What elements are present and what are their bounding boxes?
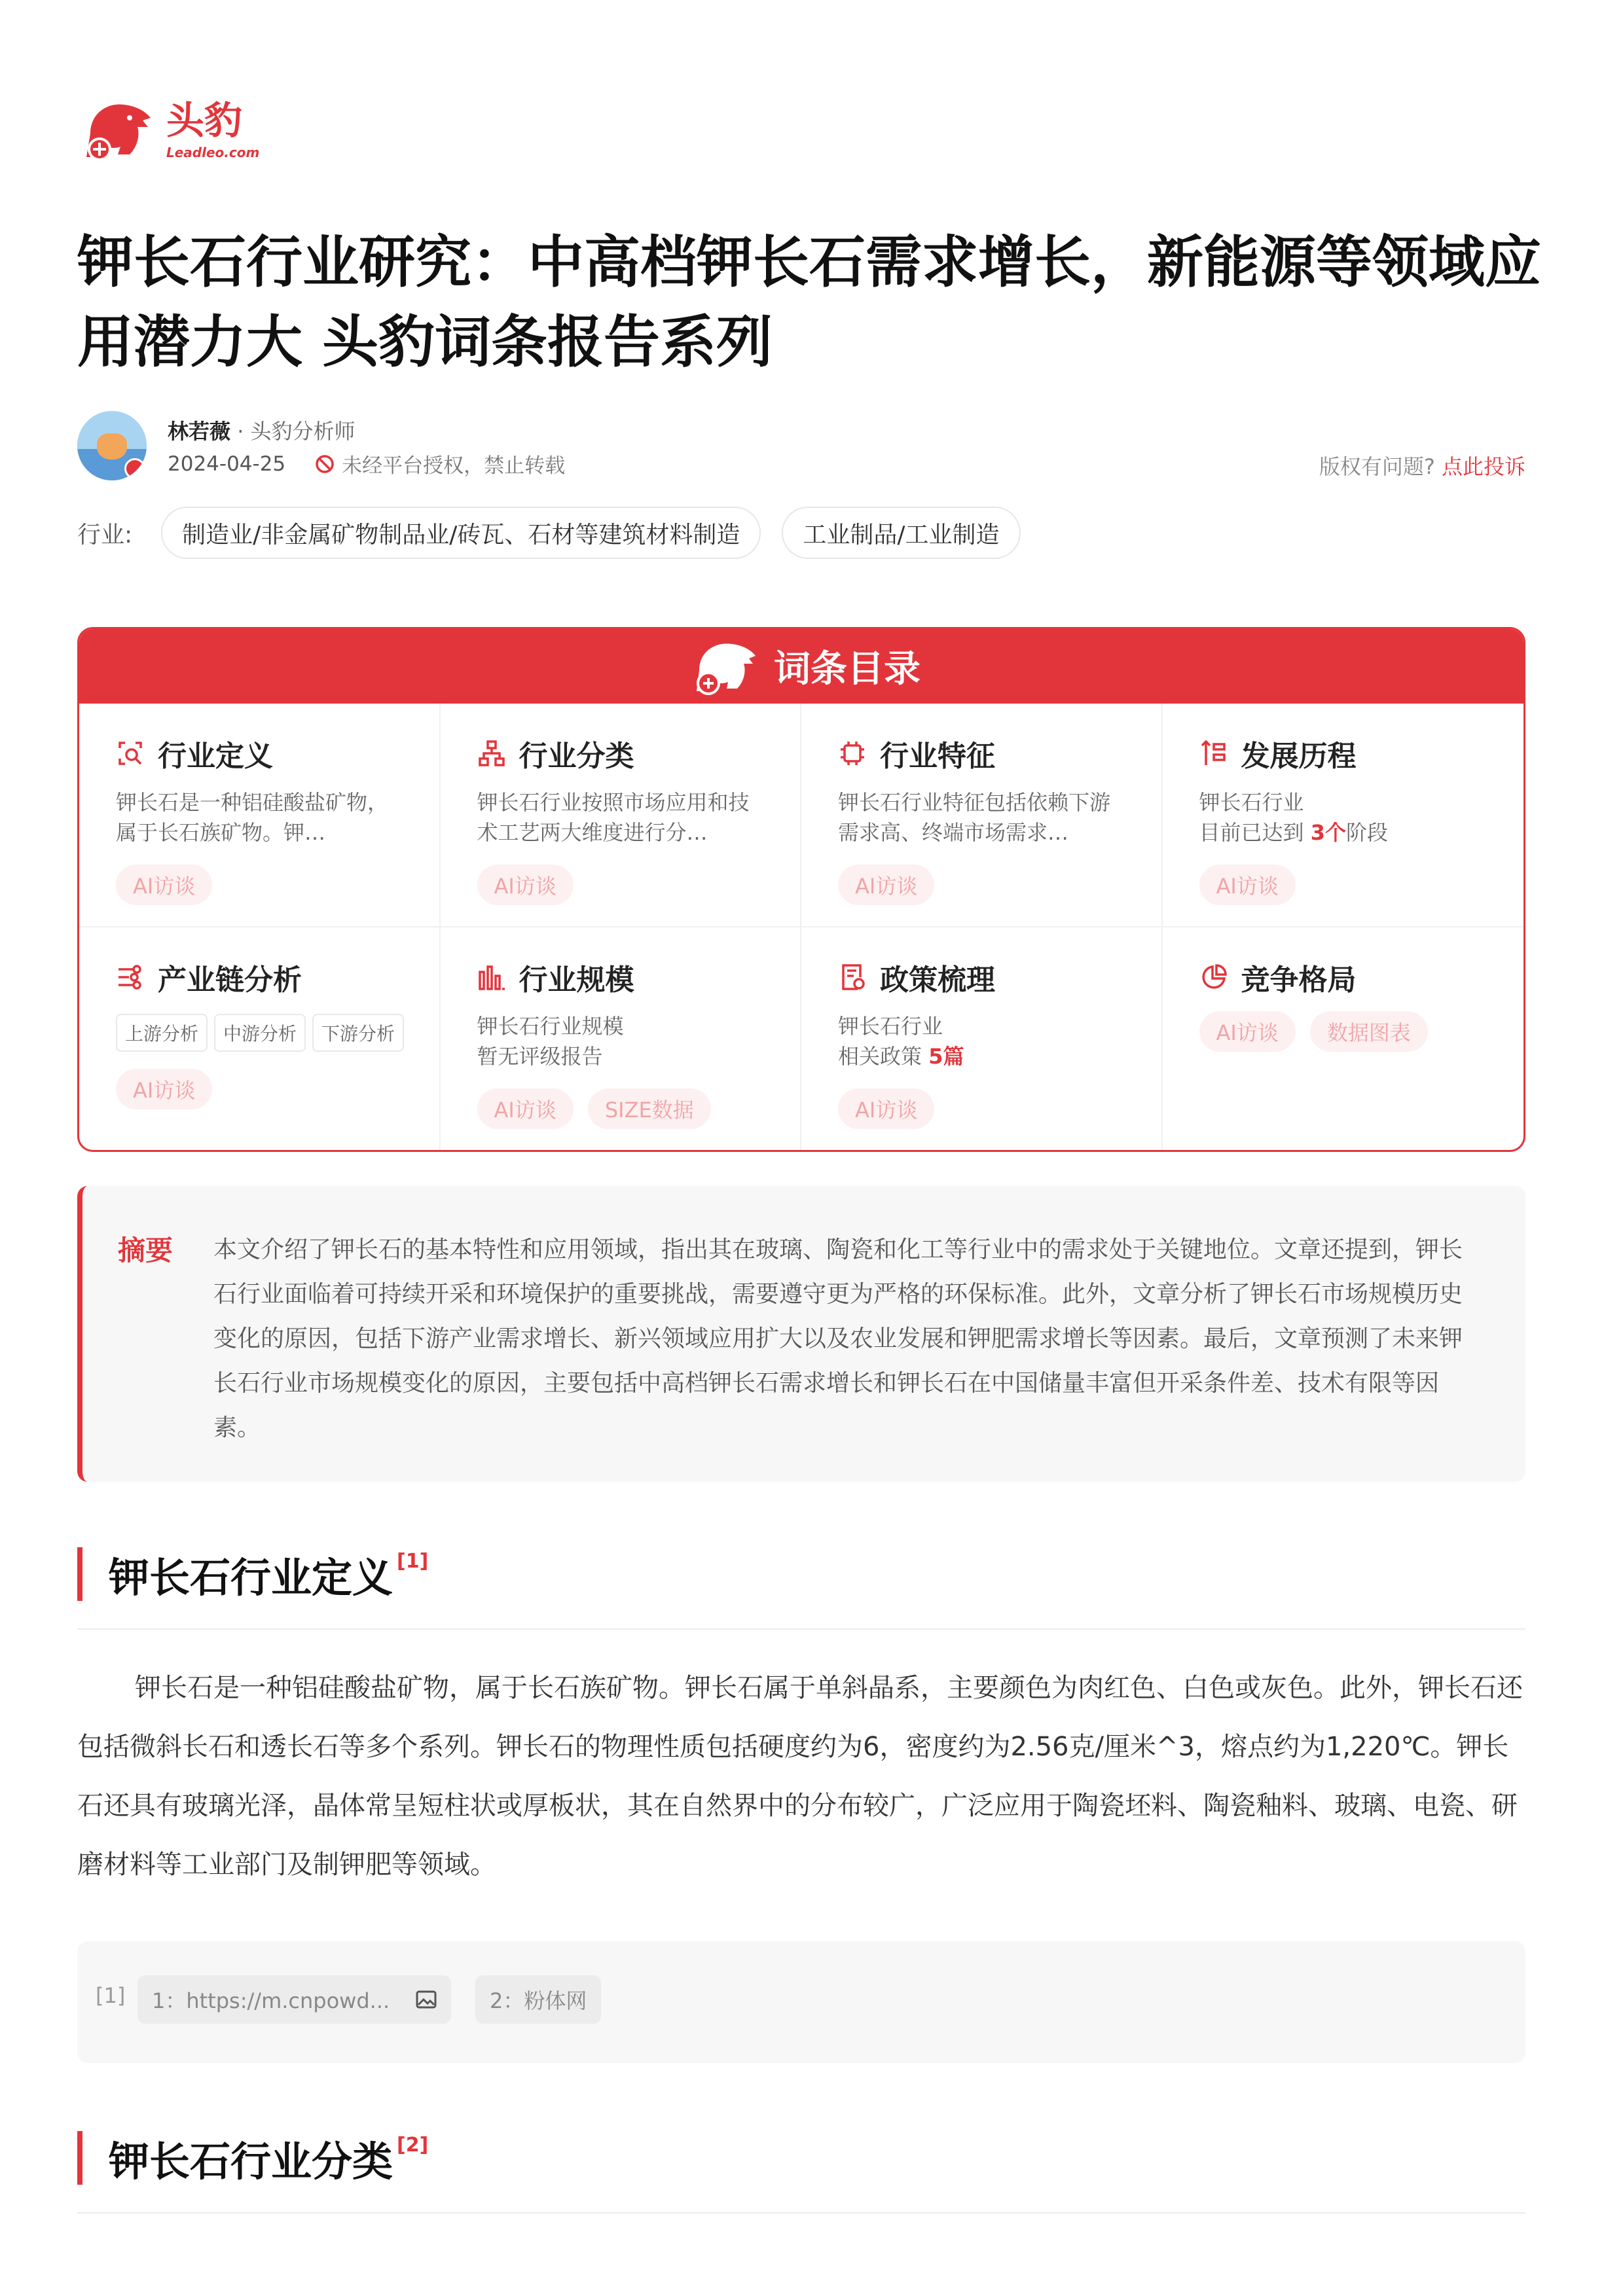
toc-item-desc: 钾长石行业按照市场应用和技术工艺两大维度进行分… [477,790,750,845]
toc-item-industry-chain[interactable] [79,927,441,1152]
classification-icon [477,739,506,768]
badge-icon [124,458,145,479]
author-role: · 头豹分析师 [237,419,356,444]
section-heading-classification [77,2131,428,2185]
definition-icon [116,739,145,768]
complaint-link[interactable]: 点此投诉 [1441,454,1525,479]
ai-interview-button[interactable]: AI访谈 [477,865,574,905]
leopard-logo-icon [77,94,157,168]
scale-icon [477,963,506,992]
avatar[interactable] [77,411,147,480]
page-title: 钾长石行业研究：中高档钾长石需求增长，新能源等领域应用潜力大 头豹词条报告系列 [77,230,1541,375]
ai-interview-button[interactable]: AI访谈 [116,865,212,905]
copyright-complaint [1319,450,1525,480]
industry-tag[interactable]: 工业制品/工业制造 [782,507,1020,559]
brand-domain: Leadleo.com [166,145,260,160]
ai-interview-button[interactable]: AI访谈 [838,1088,934,1129]
toc-item-title: 行业定义 [158,740,273,773]
reference-text: 1：https://m.cnpowd... [152,1988,390,2013]
brand-logo[interactable] [77,92,259,170]
history-icon [1199,739,1228,768]
section-heading-text: 钾长石行业分类 [109,2137,393,2185]
toc-item-history[interactable] [1163,704,1524,927]
size-data-button[interactable]: SIZE数据 [588,1088,711,1129]
repost-notice [314,449,565,478]
toc-item-title: 行业规模 [519,963,634,997]
ai-interview-button[interactable]: AI访谈 [477,1088,574,1129]
cat-icon [97,433,127,459]
stage-count: 3个 [1310,820,1346,845]
policy-icon [838,963,867,992]
toc-item-desc: 钾长石行业特征包括依赖下游需求高、终端市场需求… [838,790,1111,845]
toc-item-features[interactable] [801,704,1163,927]
author-name[interactable]: 林若薇 [168,419,231,444]
ai-interview-button[interactable]: AI访谈 [1199,865,1296,905]
reference-link[interactable] [137,1975,451,2024]
citation-ref[interactable]: [2] [397,2134,429,2157]
toc-item-desc-line: 钾长石行业规模 [477,1014,624,1039]
competition-icon [1199,963,1228,992]
toc-item-desc-line: 目前已达到 3个阶段 [1199,820,1388,845]
brand-name: 头豹 [166,98,243,143]
abstract-label: 摘要 [118,1234,173,1266]
entry-table-of-contents [77,627,1525,1152]
ai-interview-button[interactable]: AI访谈 [838,865,934,905]
toc-item-desc-line: 钾长石行业 [1199,790,1304,815]
abstract-text: 本文介绍了钾长石的基本特性和应用领域，指出其在玻璃、陶瓷和化工等行业中的需求处于关键地位。文章还提到，钾长石行业面临着可持续开采和环境保护的重要挑战，需要遵守更为严格的环保标准。此外，文章分析了钾长石市场规模历史变化的原因，包括下游产业需求增长、新兴领域应用扩大以及农业发展和钾肥需求增长等因素。最后，文章预测了未来钾长石行业市场规模变化的原因，主要包括中高档钾长石需求增长和钾长石在中国储量丰富但开采条件差、技术有限等因素。 [213,1236,1463,1441]
toc-item-title: 行业分类 [519,740,634,773]
industry-tag[interactable]: 制造业/非金属矿物制品业/砖瓦、石材等建筑材料制造 [161,507,761,559]
section-divider [77,2212,1525,2214]
toc-item-title: 政策梳理 [880,963,995,997]
reference-link[interactable]: 2：粉体网 [475,1975,601,2024]
data-chart-button[interactable]: 数据图表 [1310,1011,1428,1052]
ai-interview-button[interactable]: AI访谈 [1199,1011,1296,1052]
toc-item-competition[interactable] [1163,927,1524,1152]
definition-paragraph: 钾长石是一种铝硅酸盐矿物，属于长石族矿物。钾长石属于单斜晶系，主要颜色为肉红色、白色或灰色。此外，钾长石还包括微斜长石和透长石等多个系列。钾长石的物理性质包括硬度约为6，密度约为2.56克/厘米^3，熔点约为1,220℃。钾长石还具有玻璃光泽，晶体常呈短柱状或厚板状，其在自然界中的分布较广，广泛应用于陶瓷坯料、陶瓷釉料、玻璃、电瓷、研磨材料等工业部门及制钾肥等领域。 [77,1673,1523,1880]
toc-item-definition[interactable] [79,704,441,927]
toc-header [79,629,1523,704]
toc-title: 词条目录 [774,648,921,691]
chain-icon [116,963,145,992]
author-meta [168,449,565,478]
toc-item-classification[interactable] [441,704,802,927]
industry-tags [77,505,1042,560]
industry-label: 行业: [77,521,133,548]
prohibited-icon [314,454,335,475]
toc-item-desc: 钾长石是一种铝硅酸盐矿物，属于长石族矿物。钾… [116,790,389,845]
toc-item-title: 产业链分析 [158,963,302,997]
reference-index: [1] [96,1983,126,2008]
toc-item-desc-line: 钾长石行业 [838,1014,943,1039]
toc-item-desc-line: 相关政策 5篇 [838,1044,964,1069]
section-heading-definition [77,1547,428,1601]
downstream-analysis-tab[interactable]: 下游分析 [312,1014,404,1052]
references-box [77,1941,1525,2063]
toc-grid [79,704,1523,1152]
image-icon [416,1990,437,2009]
copyright-question: 版权有问题? [1319,454,1435,479]
leopard-logo-icon [682,634,767,699]
toc-item-desc [1199,787,1487,848]
publish-date: 2024-04-25 [168,452,286,476]
toc-item-title: 发展历程 [1241,740,1357,773]
toc-item-title: 行业特征 [880,740,995,773]
section-divider [77,1628,1525,1630]
ai-interview-button[interactable]: AI访谈 [116,1069,212,1109]
toc-item-policy[interactable] [801,927,1163,1152]
repost-notice-text: 未经平台授权，禁止转载 [342,454,566,478]
abstract-box [77,1186,1525,1482]
toc-item-desc [477,1011,765,1071]
author-line [168,415,356,445]
toc-item-title: 竞争格局 [1241,963,1357,997]
upstream-analysis-tab[interactable]: 上游分析 [116,1014,208,1052]
section-heading-text: 钾长石行业定义 [109,1553,393,1602]
toc-item-desc-line: 暂无评级报告 [477,1044,603,1069]
toc-item-desc [838,1011,1126,1071]
citation-ref[interactable]: [1] [397,1550,429,1573]
author-bar [77,411,1525,483]
features-icon [838,739,867,768]
toc-item-market-size[interactable] [441,927,802,1152]
policy-count: 5篇 [928,1044,964,1069]
midstream-analysis-tab[interactable]: 中游分析 [214,1014,306,1052]
